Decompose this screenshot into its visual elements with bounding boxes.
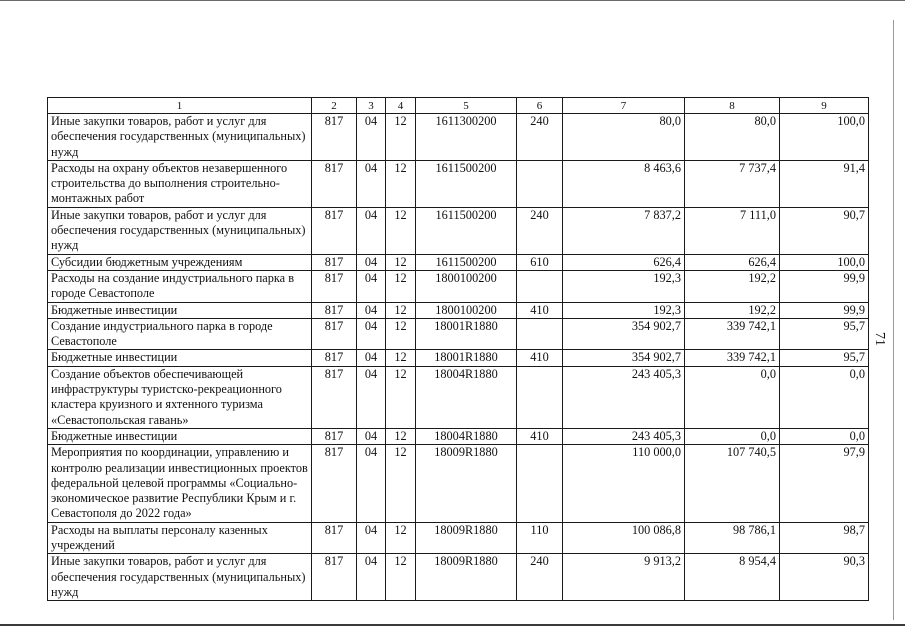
table-row (48, 318, 869, 350)
planned-amount-cell: 110 000,0 (563, 445, 685, 522)
execution-percent-cell: 95,7 (780, 350, 869, 366)
planned-amount-cell: 8 463,6 (563, 160, 685, 207)
expense-type-code-cell (517, 318, 563, 350)
target-article-code-cell: 18004R1880 (416, 428, 517, 444)
planned-amount-cell: 192,3 (563, 302, 685, 318)
ministry-code-cell: 817 (312, 554, 357, 601)
expense-name-cell: Бюджетные инвестиции (48, 350, 312, 366)
execution-percent-cell: 98,7 (780, 522, 869, 554)
table-row (48, 522, 869, 554)
section-code-cell: 04 (357, 350, 386, 366)
execution-percent-cell: 97,9 (780, 445, 869, 522)
target-article-code-cell: 18001R1880 (416, 318, 517, 350)
planned-amount-cell: 9 913,2 (563, 554, 685, 601)
expense-type-code-cell: 410 (517, 350, 563, 366)
subsection-code-cell: 12 (386, 207, 416, 254)
executed-amount-cell: 8 954,4 (685, 554, 780, 601)
table-row (48, 254, 869, 270)
planned-amount-cell: 80,0 (563, 114, 685, 161)
expense-name-cell: Бюджетные инвестиции (48, 428, 312, 444)
subsection-code-cell: 12 (386, 445, 416, 522)
expense-name-cell: Бюджетные инвестиции (48, 302, 312, 318)
planned-amount-cell: 354 902,7 (563, 350, 685, 366)
section-code-cell: 04 (357, 254, 386, 270)
executed-amount-cell: 0,0 (685, 366, 780, 428)
expense-type-code-cell (517, 160, 563, 207)
subsection-code-cell: 12 (386, 428, 416, 444)
expense-type-code-cell: 410 (517, 428, 563, 444)
executed-amount-cell: 107 740,5 (685, 445, 780, 522)
executed-amount-cell: 626,4 (685, 254, 780, 270)
section-code-cell: 04 (357, 114, 386, 161)
subsection-code-cell: 12 (386, 254, 416, 270)
ministry-code-cell: 817 (312, 114, 357, 161)
target-article-code-cell: 18009R1880 (416, 445, 517, 522)
ministry-code-cell: 817 (312, 254, 357, 270)
section-code-cell: 04 (357, 366, 386, 428)
ministry-code-cell: 817 (312, 445, 357, 522)
expense-name-cell: Расходы на создание индустриального парка в городе Севастополе (48, 270, 312, 302)
column-header: 2 (312, 98, 357, 114)
section-code-cell: 04 (357, 318, 386, 350)
column-header: 3 (357, 98, 386, 114)
subsection-code-cell: 12 (386, 270, 416, 302)
table-row (48, 114, 869, 161)
subsection-code-cell: 12 (386, 114, 416, 161)
expense-name-cell: Мероприятия по координации, управлению и контролю реализации инвестиционных проектов федеральной целевой программы «Социально-экономическое развитие Республики Крым и г. Севастополя до 2022 года» (48, 445, 312, 522)
expense-type-code-cell (517, 270, 563, 302)
expense-name-cell: Субсидии бюджетным учреждениям (48, 254, 312, 270)
subsection-code-cell: 12 (386, 522, 416, 554)
target-article-code-cell: 1611500200 (416, 207, 517, 254)
executed-amount-cell: 192,2 (685, 270, 780, 302)
subsection-code-cell: 12 (386, 554, 416, 601)
ministry-code-cell: 817 (312, 160, 357, 207)
target-article-code-cell: 18004R1880 (416, 366, 517, 428)
target-article-code-cell: 18009R1880 (416, 522, 517, 554)
table-row (48, 160, 869, 207)
section-code-cell: 04 (357, 445, 386, 522)
table-row (48, 350, 869, 366)
target-article-code-cell: 18009R1880 (416, 554, 517, 601)
column-header: 9 (780, 98, 869, 114)
planned-amount-cell: 7 837,2 (563, 207, 685, 254)
execution-percent-cell: 90,3 (780, 554, 869, 601)
executed-amount-cell: 339 742,1 (685, 318, 780, 350)
scan-right-edge (893, 20, 894, 620)
section-code-cell: 04 (357, 270, 386, 302)
column-numbers-row (48, 98, 869, 114)
planned-amount-cell: 100 086,8 (563, 522, 685, 554)
ministry-code-cell: 817 (312, 522, 357, 554)
planned-amount-cell: 243 405,3 (563, 366, 685, 428)
planned-amount-cell: 192,3 (563, 270, 685, 302)
table-row (48, 428, 869, 444)
section-code-cell: 04 (357, 302, 386, 318)
column-header: 5 (416, 98, 517, 114)
planned-amount-cell: 626,4 (563, 254, 685, 270)
column-header: 1 (48, 98, 312, 114)
ministry-code-cell: 817 (312, 207, 357, 254)
execution-percent-cell: 0,0 (780, 366, 869, 428)
expense-type-code-cell (517, 445, 563, 522)
column-header: 7 (563, 98, 685, 114)
expense-name-cell: Иные закупки товаров, работ и услуг для обеспечения государственных (муниципальных) нужд (48, 114, 312, 161)
subsection-code-cell: 12 (386, 160, 416, 207)
expense-name-cell: Иные закупки товаров, работ и услуг для обеспечения государственных (муниципальных) нужд (48, 554, 312, 601)
ministry-code-cell: 817 (312, 302, 357, 318)
ministry-code-cell: 817 (312, 366, 357, 428)
expense-type-code-cell: 240 (517, 554, 563, 601)
expense-type-code-cell: 610 (517, 254, 563, 270)
planned-amount-cell: 243 405,3 (563, 428, 685, 444)
section-code-cell: 04 (357, 522, 386, 554)
expense-type-code-cell: 110 (517, 522, 563, 554)
execution-percent-cell: 0,0 (780, 428, 869, 444)
column-header: 6 (517, 98, 563, 114)
subsection-code-cell: 12 (386, 366, 416, 428)
target-article-code-cell: 1800100200 (416, 302, 517, 318)
executed-amount-cell: 192,2 (685, 302, 780, 318)
ministry-code-cell: 817 (312, 318, 357, 350)
execution-percent-cell: 100,0 (780, 114, 869, 161)
scan-top-edge (0, 0, 905, 1)
table-row (48, 270, 869, 302)
section-code-cell: 04 (357, 160, 386, 207)
executed-amount-cell: 339 742,1 (685, 350, 780, 366)
subsection-code-cell: 12 (386, 350, 416, 366)
column-header: 8 (685, 98, 780, 114)
section-code-cell: 04 (357, 554, 386, 601)
target-article-code-cell: 1800100200 (416, 270, 517, 302)
ministry-code-cell: 817 (312, 270, 357, 302)
execution-percent-cell: 90,7 (780, 207, 869, 254)
executed-amount-cell: 80,0 (685, 114, 780, 161)
execution-percent-cell: 100,0 (780, 254, 869, 270)
section-code-cell: 04 (357, 207, 386, 254)
budget-table (47, 97, 869, 601)
column-header: 4 (386, 98, 416, 114)
execution-percent-cell: 99,9 (780, 270, 869, 302)
target-article-code-cell: 18001R1880 (416, 350, 517, 366)
executed-amount-cell: 98 786,1 (685, 522, 780, 554)
execution-percent-cell: 95,7 (780, 318, 869, 350)
execution-percent-cell: 91,4 (780, 160, 869, 207)
table-row (48, 302, 869, 318)
expense-name-cell: Расходы на выплаты персоналу казенных учреждений (48, 522, 312, 554)
executed-amount-cell: 0,0 (685, 428, 780, 444)
subsection-code-cell: 12 (386, 302, 416, 318)
ministry-code-cell: 817 (312, 428, 357, 444)
subsection-code-cell: 12 (386, 318, 416, 350)
expense-name-cell: Иные закупки товаров, работ и услуг для обеспечения государственных (муниципальных) нужд (48, 207, 312, 254)
table-row (48, 366, 869, 428)
table-row (48, 207, 869, 254)
expense-name-cell: Создание индустриального парка в городе Севастополе (48, 318, 312, 350)
expense-name-cell: Создание объектов обеспечивающей инфраструктуры туристско-рекреационного кластера круизного и яхтенного туризма «Севастопольская гавань» (48, 366, 312, 428)
page-number: 71 (872, 332, 887, 346)
expense-type-code-cell: 240 (517, 207, 563, 254)
target-article-code-cell: 1611300200 (416, 114, 517, 161)
execution-percent-cell: 99,9 (780, 302, 869, 318)
expense-name-cell: Расходы на охрану объектов незавершенного строительства до выполнения строительно-монтажных работ (48, 160, 312, 207)
expense-type-code-cell: 410 (517, 302, 563, 318)
executed-amount-cell: 7 111,0 (685, 207, 780, 254)
table-row (48, 554, 869, 601)
executed-amount-cell: 7 737,4 (685, 160, 780, 207)
scan-bottom-edge (0, 624, 905, 626)
ministry-code-cell: 817 (312, 350, 357, 366)
target-article-code-cell: 1611500200 (416, 254, 517, 270)
expense-type-code-cell (517, 366, 563, 428)
target-article-code-cell: 1611500200 (416, 160, 517, 207)
table-row (48, 445, 869, 522)
planned-amount-cell: 354 902,7 (563, 318, 685, 350)
expense-type-code-cell: 240 (517, 114, 563, 161)
section-code-cell: 04 (357, 428, 386, 444)
